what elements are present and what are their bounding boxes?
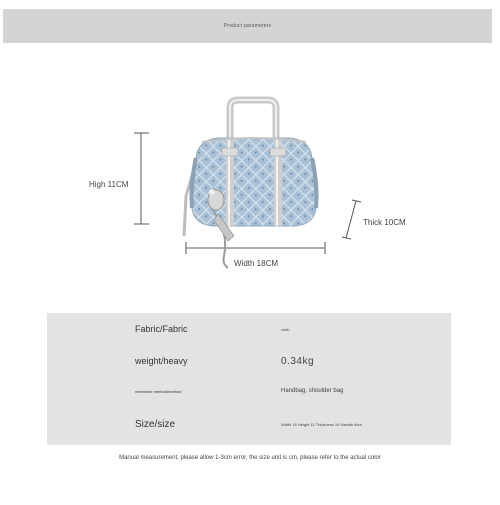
param-row-method — [47, 386, 451, 396]
param-label: weight/heavy — [135, 356, 188, 366]
param-value: Handbag, shoulder bag — [281, 388, 344, 394]
product-image-handbag — [178, 96, 333, 271]
measurement-note: Manual measurement, please allow 1-3cm error, the size unit is cm, please refer to the actual color — [119, 455, 381, 461]
param-value: Width 18 Height 11 Thickness 10 Handle 8cm — [281, 421, 362, 427]
param-row-size — [47, 417, 451, 431]
param-label: Fabric/Fabric — [135, 324, 188, 334]
parameters-table — [47, 313, 451, 445]
param-row-weight — [47, 354, 451, 368]
param-value: 0.34kg — [281, 355, 315, 367]
param-row-fabric — [47, 323, 451, 335]
param-value: cloth — [281, 326, 290, 332]
header-title: Product parameters — [223, 23, 272, 29]
param-label: Size/size — [135, 418, 176, 430]
param-label: memorize method/method — [135, 388, 182, 394]
thick-label: Thick 10CM — [363, 218, 406, 227]
thick-line — [346, 201, 356, 238]
height-label: High 11CM — [89, 180, 129, 189]
width-label: Width 18CM — [234, 259, 279, 268]
